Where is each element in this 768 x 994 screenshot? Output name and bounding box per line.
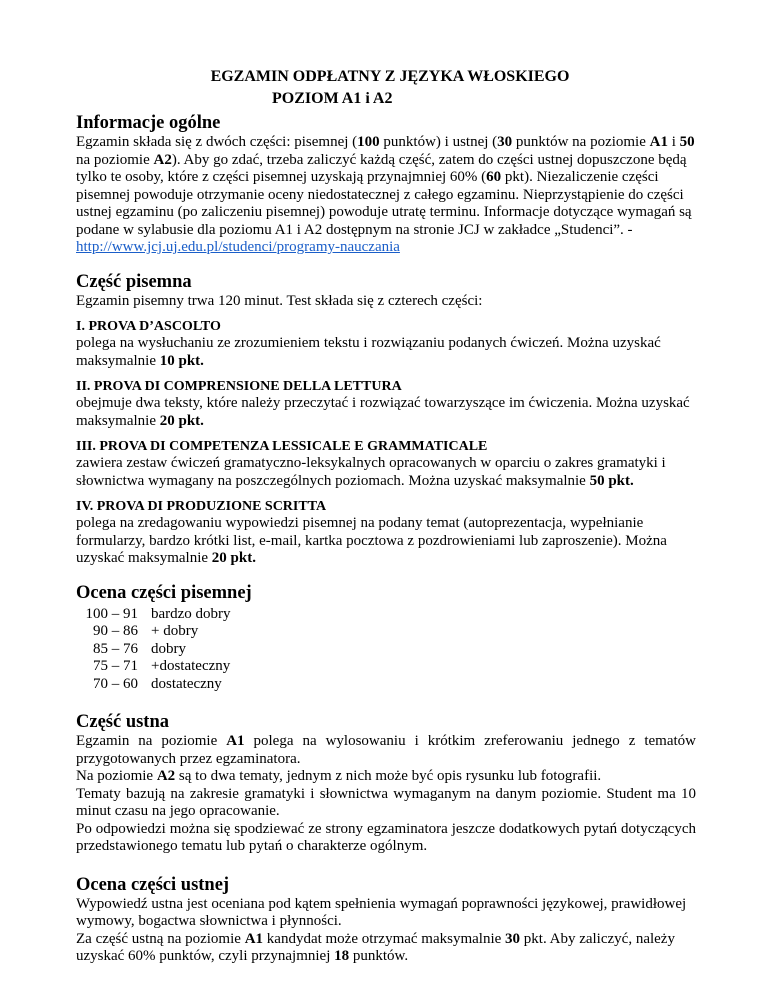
document-page	[76, 66, 696, 966]
section-oral	[76, 711, 696, 856]
section-general-info	[76, 112, 696, 257]
part-text-grammar: zawiera zestaw ćwiczeń gramatyczno-leksykalnych opracowanych w oparciu o zakres gramatyki i słownictwa wymagany na poszczególnych poziomach. Można uzyskać maksymalnie 50 pkt.	[76, 455, 666, 489]
part-title-grammar: III. PROVA DI COMPETENZA LESSICALE E GRAMMATICALE	[76, 439, 488, 454]
section-heading-written-grading: Ocena części pisemnej	[76, 582, 252, 603]
oral-grading-points: Za część ustną na poziomie A1 kandydat może otrzymać maksymalnie 30 pkt. Aby zaliczyć, należy uzyskać 60% punktów, czyli przynajmniej 18 punktów.	[76, 930, 675, 964]
oral-text-a1: Egzamin na poziomie A1 polega na wylosowaniu i krótkim zreferowaniu jednego z tematów przygotowanych przez egzaminatora.	[76, 733, 696, 767]
oral-grading-criteria: Wypowiedź ustna jest oceniana pod kątem spełnienia wymagań poprawności językowej, prawidłowej wymowy, bogactwa słownictwa i płynności.	[76, 895, 687, 929]
syllabus-link[interactable]: http://www.jcj.uj.edu.pl/studenci/programy-nauczania	[76, 239, 400, 255]
section-heading-general-info: Informacje ogólne	[76, 113, 221, 133]
section-oral-grading	[76, 874, 696, 966]
grade-label: bardzo dobry	[151, 605, 231, 622]
part-title-writing: IV. PROVA DI PRODUZIONE SCRITTA	[76, 499, 327, 514]
document-title: EGZAMIN ODPŁATNY Z JĘZYKA WŁOSKIEGO	[210, 68, 570, 85]
grading-row	[76, 623, 696, 641]
grade-label: +dostateczny	[151, 658, 231, 674]
section-written	[76, 271, 696, 568]
part-title-listening: I. PROVA D’ASCOLTO	[76, 319, 221, 334]
oral-text-topics: Tematy bazują na zakresie gramatyki i słownictwa wymaganym na danym poziomie. Student ma 10 minut czasu na jego opracowanie.	[76, 785, 696, 819]
oral-text-questions: Po odpowiedzi można się spodziewać ze strony egzaminatora jeszcze dodatkowych pytań dotyczących przedstawionego tematu lub pytań o charakterze ogólnym.	[76, 820, 696, 854]
section-heading-written: Część pisemna	[76, 271, 192, 292]
document-subtitle: POZIOM A1 i A2	[272, 90, 393, 107]
grade-range: 85 – 76	[93, 640, 138, 657]
part-text-reading: obejmuje dwa teksty, które należy przeczytać i rozwiązać towarzyszące im ćwiczenia. Można uzyskać maksymalnie 20 pkt.	[76, 395, 690, 429]
grading-row	[76, 658, 696, 676]
grading-row	[76, 676, 696, 694]
written-intro: Egzamin pisemny trwa 120 minut. Test składa się z czterech części:	[76, 292, 483, 309]
grade-range: 90 – 86	[93, 623, 138, 639]
grading-row	[76, 641, 696, 659]
grade-label: + dobry	[151, 623, 199, 639]
grading-table	[76, 606, 696, 694]
general-info-text: Egzamin składa się z dwóch części: pisemnej (100 punktów) i ustnej (30 punktów na poziomie A1 i 50 na poziomie A2). Aby go zdać, trzeba zaliczyć każdą część, zatem do części ustnej dopuszczone będą tylko te osoby, które z części pisemnej uzyskają przynajmniej 60% (60 pkt). Niezaliczenie części pisemnej powoduje otrzymanie oceny niedostatecznej z całego egzaminu. Nieprzystąpienie do części ustnej egzaminu (po zaliczeniu pisemnej) powoduje utratę terminu. Informacje dotyczące wymagań są podane w sylabusie dla poziomu A1 i A2 dostępnym na stronie JCJ w zakładce „Studenci”. - http://www.jcj.uj.edu.pl/studenci/programy-nauczania	[76, 134, 695, 255]
grade-range: 75 – 71	[93, 658, 138, 674]
grade-label: dostateczny	[151, 675, 222, 692]
grade-label: dobry	[151, 640, 186, 657]
section-written-grading	[76, 582, 696, 694]
part-title-reading: II. PROVA DI COMPRENSIONE DELLA LETTURA	[76, 379, 402, 394]
section-heading-oral-grading: Ocena części ustnej	[76, 874, 230, 895]
part-text-writing: polega na zredagowaniu wypowiedzi pisemnej na podany temat (autoprezentacja, wypełnianie formularzy, bardzo krótki list, e-mail, kartka pocztowa z pozdrowieniami lub zaproszenie). Można uzyskać maksymalnie 20 pkt.	[76, 515, 667, 566]
grade-range: 70 – 60	[93, 675, 138, 692]
oral-text-a2: Na poziomie A2 są to dwa tematy, jednym z nich może być opis rysunku lub fotografii.	[76, 768, 602, 784]
grading-row	[76, 606, 696, 624]
section-heading-oral: Część ustna	[76, 712, 170, 732]
part-text-listening: polega na wysłuchaniu ze zrozumieniem tekstu i rozwiązaniu podanych ćwiczeń. Można uzyskać maksymalnie 10 pkt.	[76, 335, 661, 369]
grade-range: 100 – 91	[85, 605, 138, 622]
